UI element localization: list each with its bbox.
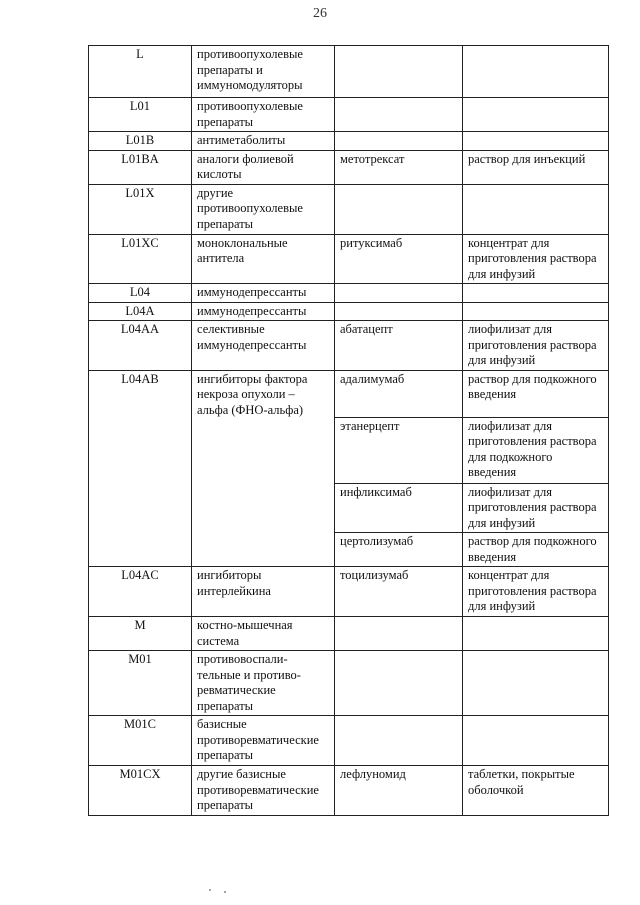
atc-code: L04A	[89, 302, 192, 321]
dosage-form	[463, 302, 609, 321]
table-row	[89, 132, 609, 151]
drug-name	[335, 716, 463, 766]
dosage-form: лиофилизат для приготовления раствора для инфузий	[463, 321, 609, 371]
atc-code: L01	[89, 98, 192, 132]
dosage-form	[463, 132, 609, 151]
group-name: противоопухолевые препараты	[192, 98, 335, 132]
group-name: моноклональные антитела	[192, 234, 335, 284]
drug-name	[335, 184, 463, 234]
drug-name	[335, 302, 463, 321]
group-name: другие базисные противоревматические препараты	[192, 766, 335, 816]
atc-code: L01X	[89, 184, 192, 234]
group-name: аналоги фолиевой кислоты	[192, 150, 335, 184]
page-number: 26	[313, 6, 327, 21]
group-name: противовоспали- тельные и противо- ревматические препараты	[192, 651, 335, 716]
group-name: иммунодепрессанты	[192, 302, 335, 321]
group-name: ингибиторы интерлейкина	[192, 567, 335, 617]
atc-code: M01C	[89, 716, 192, 766]
atc-code: M	[89, 617, 192, 651]
dosage-form: таблетки, покрытые оболочкой	[463, 766, 609, 816]
scan-speck	[224, 891, 226, 893]
table-row	[89, 184, 609, 234]
atc-code: L01BA	[89, 150, 192, 184]
atc-code: M01	[89, 651, 192, 716]
group-name: базисные противоревматические препараты	[192, 716, 335, 766]
table-row	[89, 567, 609, 617]
table-row	[89, 651, 609, 716]
group-name: антиметаболиты	[192, 132, 335, 151]
dosage-form	[463, 716, 609, 766]
table-row	[89, 234, 609, 284]
drug-name: инфликсимаб	[335, 483, 463, 533]
table-row	[89, 46, 609, 98]
table-row	[89, 302, 609, 321]
table-row	[89, 370, 609, 417]
dosage-form: раствор для инъекций	[463, 150, 609, 184]
atc-code: L01B	[89, 132, 192, 151]
dosage-form: концентрат для приготовления раствора для инфузий	[463, 567, 609, 617]
atc-code: L	[89, 46, 192, 98]
table-row	[89, 284, 609, 303]
group-name: ингибиторы фактора некроза опухоли – альфа (ФНО-альфа)	[192, 370, 335, 567]
drug-name	[335, 132, 463, 151]
group-name: противоопухолевые препараты и иммуномодуляторы	[192, 46, 335, 98]
atc-code: L04AA	[89, 321, 192, 371]
group-name: другие противоопухолевые препараты	[192, 184, 335, 234]
drug-name	[335, 46, 463, 98]
drug-name: ритуксимаб	[335, 234, 463, 284]
drug-name: лефлуномид	[335, 766, 463, 816]
atc-code: L04AC	[89, 567, 192, 617]
atc-code: M01CX	[89, 766, 192, 816]
dosage-form	[463, 184, 609, 234]
scan-speck	[209, 889, 211, 891]
drug-name: тоцилизумаб	[335, 567, 463, 617]
dosage-form	[463, 284, 609, 303]
drug-name: этанерцепт	[335, 417, 463, 483]
atc-code: L01XC	[89, 234, 192, 284]
table-row	[89, 98, 609, 132]
group-name: иммунодепрессанты	[192, 284, 335, 303]
dosage-form: раствор для подкожного введения	[463, 533, 609, 567]
atc-code: L04AB	[89, 370, 192, 567]
dosage-form	[463, 651, 609, 716]
table-row	[89, 617, 609, 651]
dosage-form: концентрат для приготовления раствора для инфузий	[463, 234, 609, 284]
drug-name	[335, 651, 463, 716]
drug-name	[335, 617, 463, 651]
table-row	[89, 716, 609, 766]
dosage-form: лиофилизат для приготовления раствора для подкожного введения	[463, 417, 609, 483]
dosage-form	[463, 617, 609, 651]
drug-classification-table	[88, 45, 609, 816]
group-name: костно-мышечная система	[192, 617, 335, 651]
table-row	[89, 766, 609, 816]
drug-name: адалимумаб	[335, 370, 463, 417]
table-row	[89, 150, 609, 184]
dosage-form	[463, 46, 609, 98]
atc-code: L04	[89, 284, 192, 303]
drug-name	[335, 98, 463, 132]
drug-name: цертолизумаб	[335, 533, 463, 567]
dosage-form: раствор для подкожного введения	[463, 370, 609, 417]
table-row	[89, 321, 609, 371]
drug-name: абатацепт	[335, 321, 463, 371]
dosage-form	[463, 98, 609, 132]
group-name: селективные иммунодепрессанты	[192, 321, 335, 371]
drug-name: метотрексат	[335, 150, 463, 184]
drug-name	[335, 284, 463, 303]
dosage-form: лиофилизат для приготовления раствора для инфузий	[463, 483, 609, 533]
